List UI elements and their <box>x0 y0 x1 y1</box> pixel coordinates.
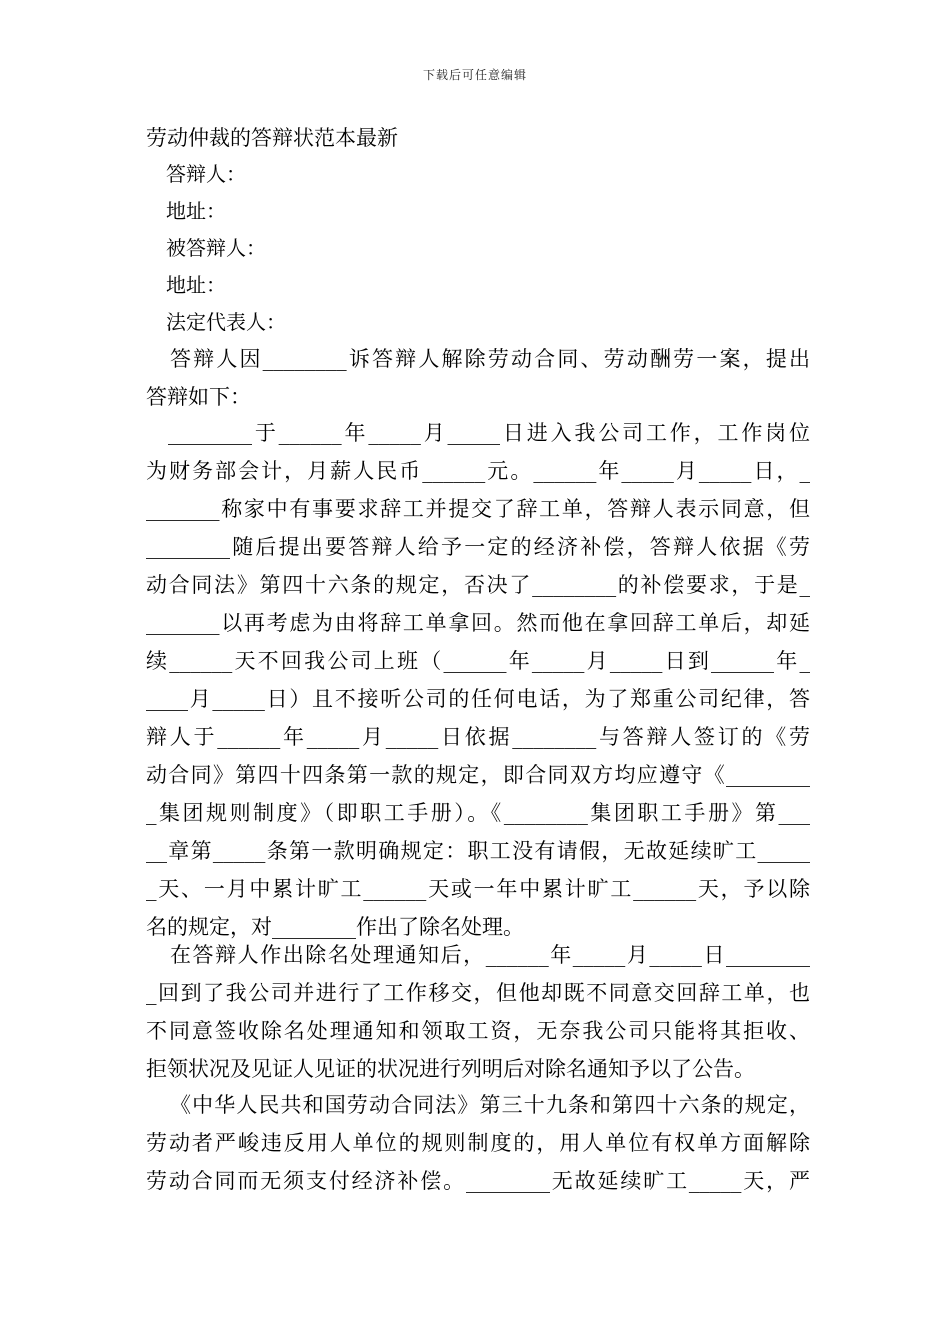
respondent-address-label: 地址： <box>166 199 226 223</box>
paragraph-line: 动合同法》第四十六条的规定，否决了________的补偿要求，于是_ <box>146 573 810 597</box>
paragraph-line: 拒领状况及见证人见证的状况进行列明后对除名通知予以了公告。 <box>146 1057 755 1081</box>
paragraph-intro <box>146 340 810 416</box>
paragraph-line: 答辩人因________诉答辩人解除劳动合同、劳动酬劳一案，提出 <box>170 347 810 371</box>
paragraph-line: ________于______年_____月_____日进入我公司工作，工作岗位 <box>168 421 810 445</box>
paragraph-line: _天、一月中累计旷工______天或一年中累计旷工______天，予以除 <box>146 877 810 901</box>
paragraph-line: 劳动合同而无须支付经济补偿。________无故延续旷工_____天，严 <box>146 1169 810 1193</box>
paragraph-line: __章第_____条第一款明确规定：职工没有请假，无故延续旷工_____ <box>146 839 810 863</box>
legal-representative-label: 法定代表人： <box>166 310 286 334</box>
paragraph-line: ____月_____日）且不接听公司的任何电话，为了郑重公司纪律，答 <box>146 687 810 711</box>
paragraph-line: _______以再考虑为由将辞工单拿回。然而他在拿回辞工单后，却延 <box>146 611 810 635</box>
paragraph-facts <box>146 414 810 946</box>
respondent-label: 答辩人： <box>166 162 246 186</box>
paragraph-line: 《中华人民共和国劳动合同法》第三十九条和第四十六条的规定， <box>170 1093 810 1117</box>
paragraph-line: 不同意签收除名处理通知和领取工资，无奈我公司只能将其拒收、 <box>146 1019 810 1043</box>
paragraph-line: 劳动者严峻违反用人单位的规则制度的，用人单位有权单方面解除 <box>146 1131 810 1155</box>
paragraph-line: 续______天不回我公司上班（______年_____月_____日到______年_ <box>146 649 810 673</box>
paragraph-line: 动合同》第四十四条第一款的规定，即合同双方均应遵守《________ <box>146 763 810 787</box>
header-note: 下载后可任意编辑 <box>422 68 527 82</box>
paragraph-line: 辩人于______年_____月_____日依据________与答辩人签订的《劳 <box>146 725 810 749</box>
paragraph-line: _回到了我公司并进行了工作移交，但他却既不同意交回辞工单，也 <box>146 981 810 1005</box>
paragraph-line: _集团规则制度》（即职工手册）。《________集团职工手册》第___ <box>146 801 810 825</box>
paragraph-law <box>146 1086 810 1200</box>
claimant-address-label: 地址： <box>166 273 226 297</box>
paragraph-line: 为财务部会计，月薪人民币______元。______年_____月_____日，_ <box>146 459 810 483</box>
claimant-label: 被答辩人： <box>166 236 266 260</box>
paragraph-line: ________随后提出要答辩人给予一定的经济补偿，答辩人依据《劳 <box>146 535 810 559</box>
paragraph-line: 名的规定，对________作出了除名处理。 <box>146 915 524 939</box>
document-title: 劳动仲裁的答辩状范本最新 <box>146 126 398 150</box>
paragraph-dismissal <box>146 936 810 1088</box>
paragraph-line: 答辩如下： <box>146 385 251 409</box>
paragraph-line: 在答辩人作出除名处理通知后，______年_____月_____日________ <box>170 943 810 967</box>
paragraph-line: _______称家中有事要求辞工并提交了辞工单，答辩人表示同意，但 <box>146 497 810 521</box>
